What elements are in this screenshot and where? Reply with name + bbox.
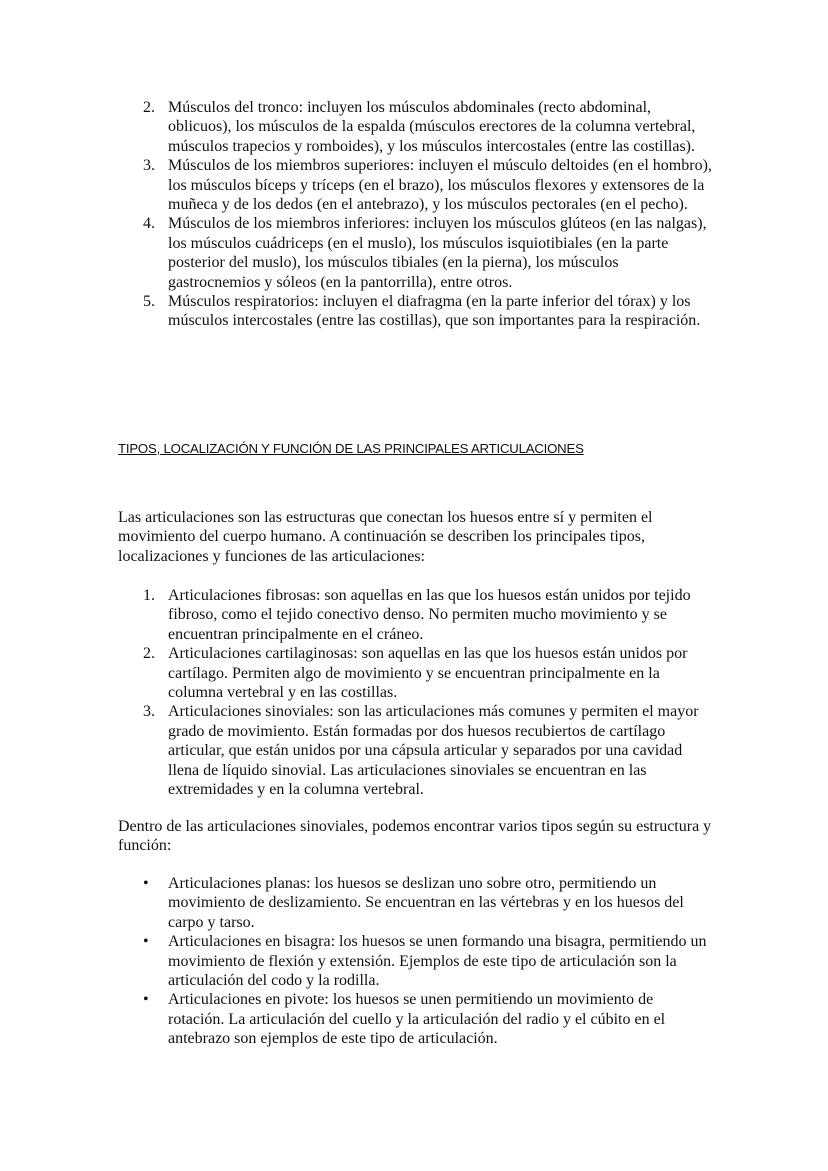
item-number: 3. [143, 157, 155, 175]
item-number: 3. [143, 703, 155, 721]
item-text: Articulaciones cartilaginosas: son aquellas en las que los huesos están unidos por cartílago. Permiten algo de movimiento y se encuentran principalmente en la columna vertebral y en las costillas. [168, 645, 688, 702]
list-item [118, 214, 713, 292]
item-number: 5. [143, 293, 155, 311]
bullet-icon: • [143, 875, 149, 892]
synovial-list [118, 874, 713, 1049]
list-item [118, 874, 713, 932]
list-item [118, 586, 713, 644]
item-number: 4. [143, 215, 155, 233]
item-text: Articulaciones planas: los huesos se deslizan uno sobre otro, permitiendo un movimiento de deslizamiento. Se encuentran en las vértebras y en los huesos del carpo y tarso. [168, 875, 684, 931]
item-number: 2. [143, 99, 155, 116]
intro-paragraph: Las articulaciones son las estructuras que conectan los huesos entre sí y permiten el movimiento del cuerpo humano. A continuación se describen los principales tipos, localizaciones y funciones de las articulaciones: [118, 509, 653, 565]
list-item [118, 644, 713, 702]
list-item [118, 98, 713, 156]
item-text: Músculos respiratorios: incluyen el diafragma (en la parte inferior del tórax) y los músculos intercostales (entre las costillas), que son importantes para la respiración. [168, 293, 701, 330]
item-number: 2. [143, 645, 155, 663]
list-item [118, 292, 713, 331]
synovial-intro-paragraph: Dentro de las articulaciones sinoviales, podemos encontrar varios tipos según su estructura y función: [118, 818, 712, 855]
list-item [118, 702, 713, 799]
item-number: 1. [143, 587, 155, 604]
section-heading: TIPOS, LOCALIZACIÓN Y FUNCIÓN DE LAS PRINCIPALES ARTICULACIONES [118, 441, 584, 456]
item-text: Músculos de los miembros inferiores: incluyen los músculos glúteos (en las nalgas), los músculos cuádriceps (en el muslo), los músculos isquiotibiales (en la parte posterior del muslo), los músculos tibiales (en la pierna), los músculos gastrocnemios y sóleos (en la pantorrilla), entre otros. [168, 215, 707, 291]
list-item [118, 932, 713, 990]
bullet-icon: • [143, 991, 149, 1009]
joint-list [118, 586, 713, 799]
item-text: Articulaciones en pivote: los huesos se unen permitiendo un movimiento de rotación. La articulación del cuello y la articulación del radio y el cúbito en el antebrazo son ejemplos de este tipo de articulación. [168, 991, 666, 1048]
item-text: Músculos del tronco: incluyen los músculos abdominales (recto abdominal, oblicuos), los músculos de la espalda (músculos erectores de la columna vertebral, músculos trapecios y romboides), y los músculos intercostales (entre las costillas). [168, 99, 696, 155]
item-text: Músculos de los miembros superiores: incluyen el músculo deltoides (en el hombro), los músculos bíceps y tríceps (en el brazo), los músculos flexores y extensores de la muñeca y de los dedos (en el antebrazo), y los músculos pectorales (en el pecho). [168, 157, 712, 214]
item-text: Articulaciones en bisagra: los huesos se unen formando una bisagra, permitiendo un movimiento de flexión y extensión. Ejemplos de este tipo de articulación son la articulación del codo y la rodilla. [168, 933, 707, 990]
item-text: Articulaciones fibrosas: son aquellas en las que los huesos están unidos por tejido fibroso, como el tejido conectivo denso. No permiten mucho movimiento y se encuentran principalmente en el cráneo. [168, 587, 691, 643]
bullet-icon: • [143, 933, 149, 951]
item-text: Articulaciones sinoviales: son las articulaciones más comunes y permiten el mayor grado de movimiento. Están formadas por dos huesos recubiertos de cartílago articular, que están unidos por una cápsula articular y separados por una cavidad llena de líquido sinovial. Las articulaciones sinoviales se encuentran en las extremidades y en la columna vertebral. [168, 703, 699, 799]
list-item [118, 156, 713, 214]
muscle-list [118, 98, 713, 331]
list-item [118, 990, 713, 1048]
